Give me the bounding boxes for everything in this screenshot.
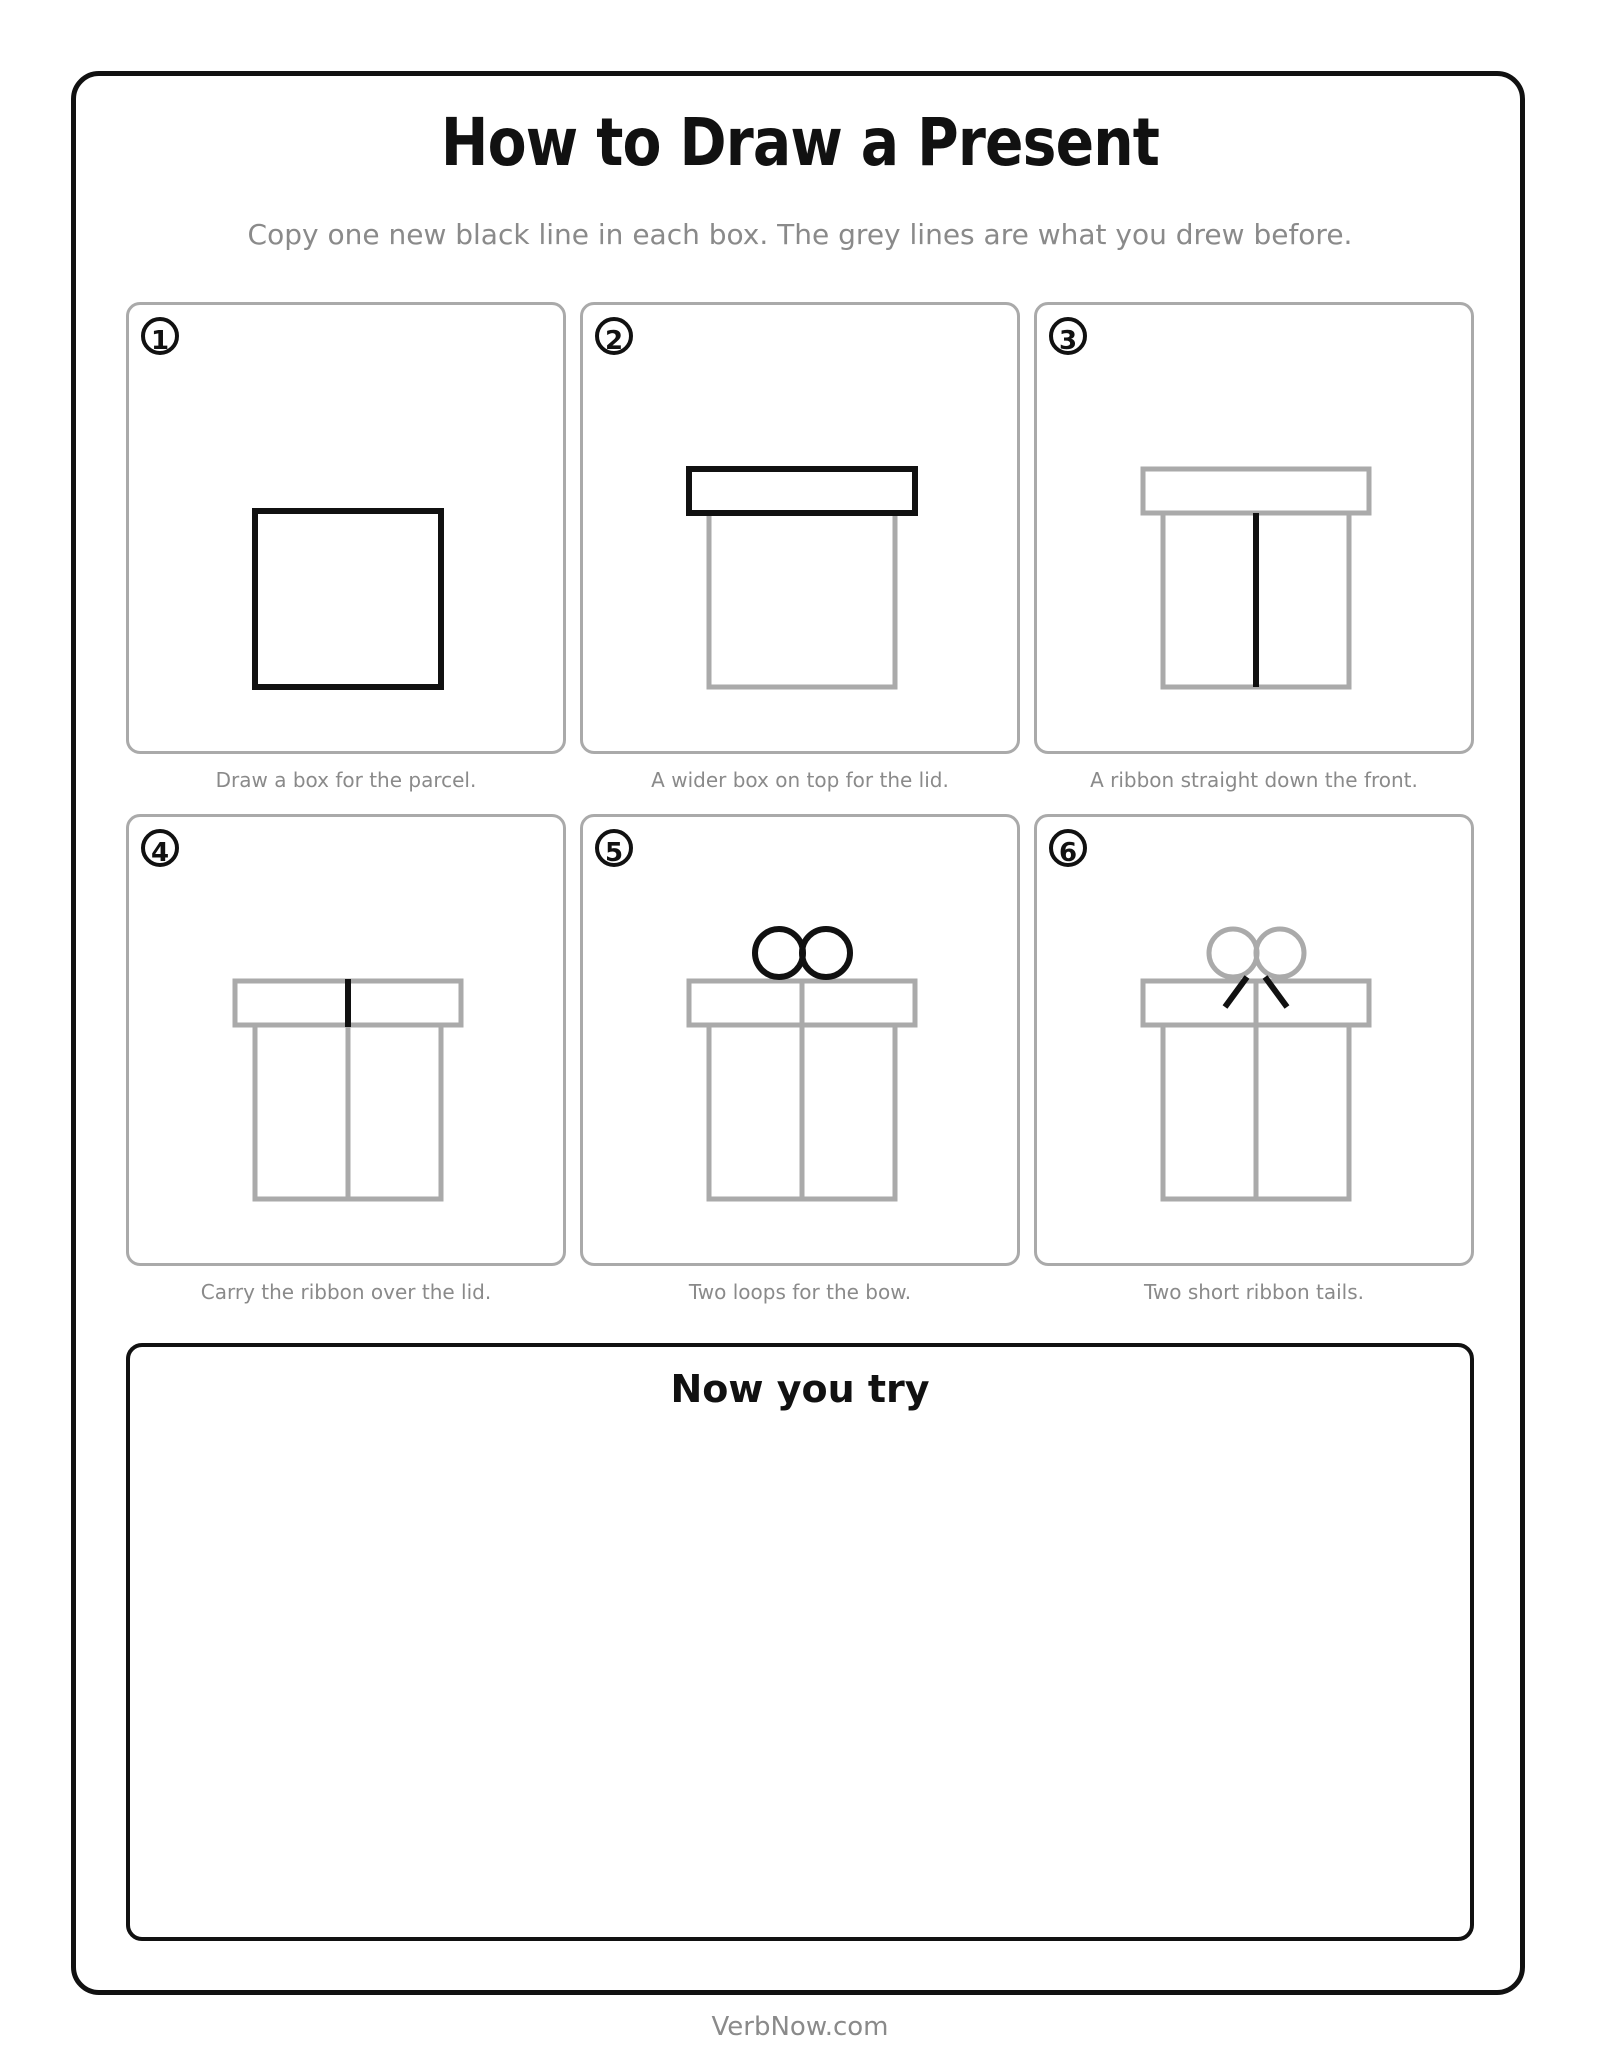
step-number-3: 3: [1049, 317, 1087, 355]
bow-loop-left: [1209, 929, 1257, 977]
step-panel-4: [126, 814, 566, 1266]
step-panel-6: [1034, 814, 1474, 1266]
step-panel-2: [580, 302, 1020, 754]
bow-loop-left: [755, 929, 803, 977]
bow-loop-right: [802, 929, 850, 977]
step-drawing-4: [129, 817, 569, 1269]
practice-title: Now you try: [670, 1367, 930, 1411]
step-caption-5: Two loops for the bow.: [688, 1280, 912, 1304]
lid-box: [1143, 469, 1369, 513]
step-panel-3: [1034, 302, 1474, 754]
step-number-6: 6: [1049, 829, 1087, 867]
parcel-box: [255, 511, 441, 687]
step-caption-2: A wider box on top for the lid.: [651, 768, 949, 792]
step-number-1: 1: [141, 317, 179, 355]
step-caption-4: Carry the ribbon over the lid.: [200, 1280, 492, 1304]
practice-drawing-area[interactable]: [126, 1343, 1474, 1941]
page-title: How to Draw a Present: [440, 104, 1160, 181]
step-drawing-6: [1037, 817, 1477, 1269]
page-subtitle: Copy one new black line in each box. The grey lines are what you drew before.: [247, 218, 1353, 251]
step-drawing-1: [129, 305, 569, 757]
step-drawing-3: [1037, 305, 1477, 757]
step-panel-5: [580, 814, 1020, 1266]
step-number-2: 2: [595, 317, 633, 355]
step-number-5: 5: [595, 829, 633, 867]
footer-site-name: VerbNow.com: [711, 2012, 889, 2042]
step-caption-1: Draw a box for the parcel.: [215, 768, 477, 792]
step-number-4: 4: [141, 829, 179, 867]
step-caption-6: Two short ribbon tails.: [1143, 1280, 1365, 1304]
step-drawing-2: [583, 305, 1023, 757]
step-caption-3: A ribbon straight down the front.: [1090, 768, 1418, 792]
bow-loop-right: [1256, 929, 1304, 977]
step-panel-1: [126, 302, 566, 754]
lid-box: [689, 469, 915, 513]
parcel-box: [709, 511, 895, 687]
step-drawing-5: [583, 817, 1023, 1269]
